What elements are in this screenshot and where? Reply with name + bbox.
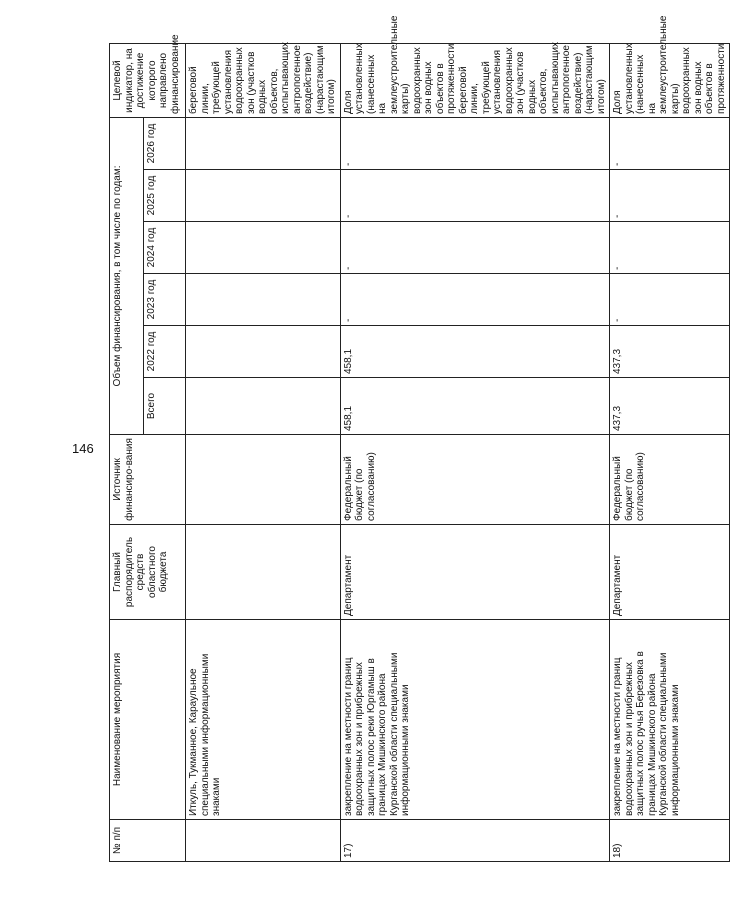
table-row: [186, 43, 341, 861]
cell-year-2024: -: [610, 222, 730, 274]
page-number: 146: [72, 441, 94, 456]
cell-year-2026: [186, 117, 341, 169]
cell-year-2025: -: [610, 170, 730, 222]
cell-total: 437,3: [610, 378, 730, 435]
table-row: [610, 43, 730, 861]
header-year-2025: 2025 год: [144, 170, 186, 222]
table-wrapper: [109, 15, 727, 862]
cell-year-2023: [186, 274, 341, 326]
cell-total: 458,1: [340, 378, 610, 435]
cell-name: Иткуль, Тукманное, Караульное специальными информационными знаками: [186, 620, 341, 820]
header-row-1: [110, 43, 144, 861]
table-row: [340, 43, 610, 861]
cell-total: [186, 378, 341, 435]
header-year-2023: 2023 год: [144, 274, 186, 326]
cell-num: 18): [610, 820, 730, 862]
cell-source: [186, 435, 341, 525]
funding-table: [109, 15, 730, 862]
cell-num: [186, 820, 341, 862]
cell-year-2022: [186, 326, 341, 378]
cell-year-2026: -: [340, 117, 610, 169]
cell-name: закрепление на местности границ водоохранных зон и прибрежных защитных полос реки Юргамыш в границах Мишкинского района Курганской области специальными информационными знаками: [340, 620, 610, 820]
header-year-2022: 2022 год: [144, 326, 186, 378]
cell-source: Федеральный бюджет (по согласованию): [340, 435, 610, 525]
header-year-2024: 2024 год: [144, 222, 186, 274]
header-funding-group: Объем финансирования, в том числе по годам:: [110, 117, 144, 434]
cell-distributor: Департамент: [610, 525, 730, 620]
header-source: Источник финансиро-вания: [110, 435, 186, 525]
cell-indicator: береговой линии, требующей установления водоохранных зон (участков водных объектов, испытывающих антропогенное воздействие) (нарастающим итогом): [186, 43, 341, 117]
cell-year-2024: [186, 222, 341, 274]
header-num: № п/п: [110, 820, 186, 862]
cell-year-2022: 437,3: [610, 326, 730, 378]
header-name: Наименование мероприятия: [110, 620, 186, 820]
cell-year-2024: -: [340, 222, 610, 274]
header-total: Всего: [144, 378, 186, 435]
cell-year-2025: [186, 170, 341, 222]
header-year-2026: 2026 год: [144, 117, 186, 169]
header-distributor: Главный распорядитель средств областного бюджета: [110, 525, 186, 620]
rotated-table-container: [109, 15, 727, 862]
cell-year-2023: -: [610, 274, 730, 326]
cell-year-2022: 458,1: [340, 326, 610, 378]
cell-indicator: Доля установленных (нанесенных на землеустроительные карты) водоохранных зон водных объектов в протяженности береговой линии, требующей установления водоохранных зон (участков водных объектов, испытывающих антропогенное воздействие) (нарастающим итогом): [340, 43, 610, 117]
cell-year-2026: -: [610, 117, 730, 169]
cell-name: закрепление на местности границ водоохранных зон и прибрежных защитных полос ручья Березовка в границах Мишкинского района Курганской области специальными информационными знаками: [610, 620, 730, 820]
cell-distributor: Департамент: [340, 525, 610, 620]
header-indicator: Целевой индикатор, на достижение которого направлено финансирование: [110, 43, 186, 117]
cell-distributor: [186, 525, 341, 620]
cell-indicator: Доля установленных (нанесенных на землеустроительные карты) водоохранных зон водных объектов в протяженности: [610, 43, 730, 117]
cell-num: 17): [340, 820, 610, 862]
cell-source: Федеральный бюджет (по согласованию): [610, 435, 730, 525]
cell-year-2025: -: [340, 170, 610, 222]
cell-year-2023: -: [340, 274, 610, 326]
